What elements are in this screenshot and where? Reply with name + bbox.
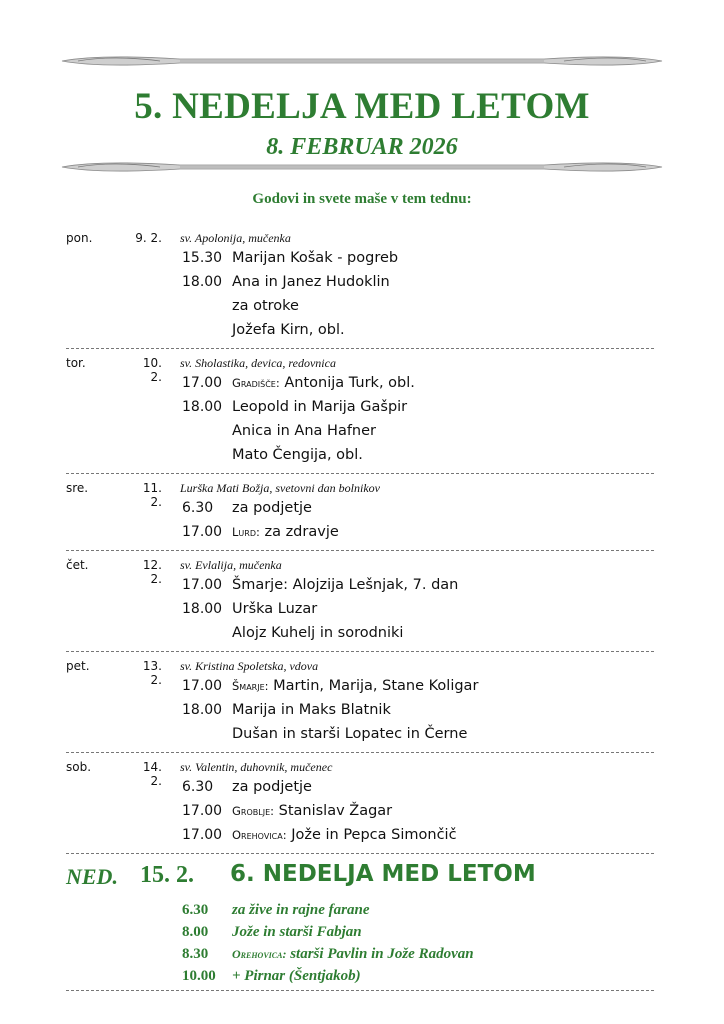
mass-intention: [232, 625, 403, 641]
weekly-schedule: [66, 228, 654, 991]
mass-row: [66, 599, 654, 623]
mass-text: za žive in rajne farane: [232, 902, 370, 918]
day-date: 12. 2.: [142, 558, 162, 586]
sunday-mass-row: [66, 922, 654, 944]
mass-time: 18.00: [182, 399, 223, 415]
mass-row: [66, 724, 654, 748]
mass-time: 17.00: [182, 375, 223, 391]
mass-location: Orehovica:: [232, 947, 287, 961]
mass-row: [66, 575, 654, 599]
mass-intention: [232, 322, 345, 338]
mass-row: [66, 801, 654, 825]
mass-text: za podjetje: [232, 500, 312, 516]
day-name: pon.: [66, 231, 93, 245]
day-block: [66, 555, 654, 652]
mass-text: za podjetje: [232, 779, 312, 795]
day-block: [66, 353, 654, 474]
sunday-mass-row: [66, 966, 654, 988]
day-date: 14. 2.: [142, 760, 162, 788]
day-name: sre.: [66, 481, 89, 495]
day-date: 13. 2.: [142, 659, 162, 687]
day-block: [66, 656, 654, 753]
mass-intention: [232, 601, 317, 617]
day-name: pet.: [66, 659, 90, 673]
mass-intention: [232, 726, 467, 742]
mass-time: 8.30: [182, 946, 209, 962]
mass-row: [66, 623, 654, 647]
mass-location: Gradišče:: [232, 376, 280, 390]
mass-row: [66, 777, 654, 801]
section-subtitle: Godovi in svete maše v tem tednu:: [252, 191, 472, 207]
sunday-block: [66, 858, 654, 991]
day-block: [66, 757, 654, 854]
mass-text: Antonija Turk, obl.: [284, 375, 415, 391]
mass-intention: [232, 274, 390, 290]
mass-time: 17.00: [182, 827, 223, 843]
mass-time: 6.30: [182, 779, 214, 795]
day-name: tor.: [66, 356, 86, 370]
mass-intention: [232, 577, 458, 593]
saint-name: sv. Valentin, duhovnik, mučenec: [180, 760, 333, 774]
top-ornament: [60, 52, 664, 70]
mass-text: Marijan Košak - pogreb: [232, 250, 399, 266]
day-block: [66, 228, 654, 349]
mass-intention: [232, 423, 376, 439]
mass-row: [66, 272, 654, 296]
mass-text: Mato Čengija, obl.: [232, 447, 363, 463]
saint-name: sv. Apolonija, mučenka: [180, 231, 291, 245]
mass-text: Jože in starši Fabjan: [232, 924, 362, 940]
mass-row: [66, 700, 654, 724]
sunday-mass-row: [66, 944, 654, 966]
mass-intention: [232, 524, 339, 540]
mass-row: [66, 498, 654, 522]
day-name: čet.: [66, 558, 89, 572]
mass-intention: [232, 298, 299, 314]
mass-text: Dušan in starši Lopatec in Černe: [232, 726, 468, 742]
mass-time: 17.00: [182, 524, 223, 540]
mass-intention: [232, 678, 478, 694]
mass-text: starši Pavlin in Jože Radovan: [290, 946, 474, 962]
sunday-title: 6. NEDELJA MED LETOM: [230, 861, 536, 887]
page-title: 5. NEDELJA MED LETOM: [134, 86, 590, 127]
sunday-date: 15. 2.: [140, 862, 194, 888]
mass-time: 18.00: [182, 702, 223, 718]
mass-time: 17.00: [182, 803, 223, 819]
mass-text: + Pirnar (Šentjakob): [232, 968, 361, 984]
mass-intention: [232, 702, 391, 718]
mass-time: 17.00: [182, 577, 223, 593]
mass-time: 18.00: [182, 601, 223, 617]
mass-row: [66, 676, 654, 700]
mass-intention: [232, 447, 363, 463]
day-date: 9. 2.: [135, 231, 162, 245]
mass-intention: [232, 500, 312, 516]
mass-location: Lurd:: [232, 525, 260, 539]
mass-row: [66, 248, 654, 272]
mass-time: 8.00: [182, 924, 209, 940]
mass-intention: [232, 827, 457, 843]
mass-intention: [232, 902, 370, 919]
mass-intention: [232, 375, 415, 391]
mass-row: [66, 296, 654, 320]
day-name: sob.: [66, 760, 92, 774]
day-header: [66, 228, 654, 248]
mass-intention: [232, 946, 474, 963]
mass-row: [66, 373, 654, 397]
mass-text: Jožefa Kirn, obl.: [232, 322, 345, 338]
mass-time: 10.00: [182, 968, 216, 984]
saint-name: sv. Sholastika, devica, redovnica: [180, 356, 336, 370]
day-date: 10. 2.: [142, 356, 162, 384]
mass-time: 18.00: [182, 274, 223, 290]
mass-row: [66, 825, 654, 849]
mass-intention: [232, 924, 362, 941]
mass-text: za otroke: [232, 298, 299, 314]
mass-intention: [232, 968, 361, 985]
mass-time: 15.30: [182, 250, 223, 266]
mass-intention: [232, 399, 407, 415]
mass-location: Orehovica:: [232, 828, 287, 842]
mass-text: Jože in Pepca Simončič: [291, 827, 457, 843]
mass-time: 17.00: [182, 678, 223, 694]
mass-row: [66, 421, 654, 445]
page-date: 8. FEBRUAR 2026: [266, 134, 458, 160]
mass-row: [66, 397, 654, 421]
mass-intention: [232, 250, 398, 266]
sunday-mass-row: [66, 900, 654, 922]
mass-intention: [232, 779, 312, 795]
day-block: [66, 478, 654, 551]
mass-text: Anica in Ana Hafner: [232, 423, 377, 439]
day-date: 11. 2.: [142, 481, 162, 509]
saint-name: sv. Evlalija, mučenka: [180, 558, 282, 572]
mass-time: 6.30: [182, 902, 209, 918]
mass-intention: [232, 803, 392, 819]
mass-time: 6.30: [182, 500, 214, 516]
sunday-name: NED.: [66, 864, 118, 889]
mass-text: za zdravje: [264, 524, 339, 540]
saint-name: Lurška Mati Božja, svetovni dan bolnikov: [180, 481, 380, 495]
mass-text: Leopold in Marija Gašpir: [232, 399, 408, 415]
mass-location: Šmarje:: [232, 679, 269, 693]
saint-name: sv. Kristina Spoletska, vdova: [180, 659, 319, 673]
mass-text: Alojz Kuhelj in sorodniki: [232, 625, 404, 641]
mass-text: Stanislav Žagar: [278, 803, 393, 819]
mass-row: [66, 445, 654, 469]
mass-text: Šmarje: Alojzija Lešnjak, 7. dan: [232, 577, 459, 593]
mass-row: [66, 320, 654, 344]
mass-row: [66, 522, 654, 546]
mass-text: Martin, Marija, Stane Koligar: [273, 678, 479, 694]
mass-location: Groblje:: [232, 804, 275, 818]
bottom-ornament: [60, 158, 664, 176]
mass-text: Marija in Maks Blatnik: [232, 702, 391, 718]
mass-text: Urška Luzar: [232, 601, 318, 617]
mass-text: Ana in Janez Hudoklin: [232, 274, 390, 290]
